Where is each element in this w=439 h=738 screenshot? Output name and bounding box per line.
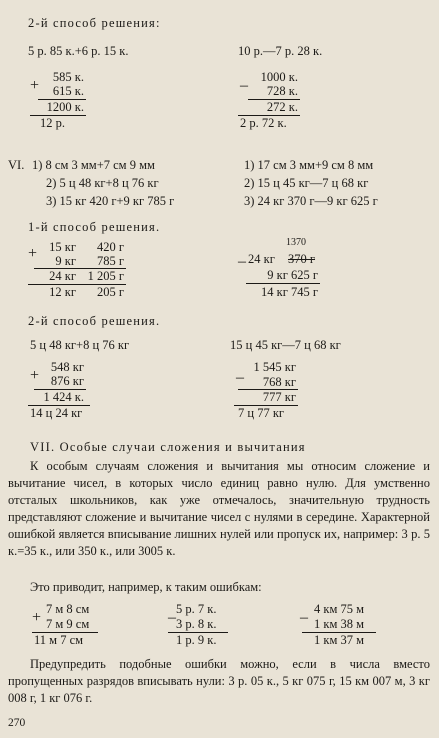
task-line: 1) 8 см 3 мм+7 см 9 мм xyxy=(32,158,155,172)
plus-sign: + xyxy=(28,245,38,262)
answer: 12 кг xyxy=(49,285,76,299)
example-title: 15 ц 45 кг—7 ц 68 кг xyxy=(230,338,341,352)
result: 1 424 к. xyxy=(43,390,84,404)
example-title: 5 р. 85 к.+6 р. 15 к. xyxy=(28,44,129,58)
operand: 4 км 75 м xyxy=(314,602,365,616)
answer: 7 ц 77 кг xyxy=(238,406,285,420)
paragraph: Это приводит, например, к таким ошибкам: xyxy=(30,580,262,594)
operand: 15 кг xyxy=(49,240,76,254)
operand: 9 кг xyxy=(55,254,76,268)
task-line: 2) 5 ц 48 кг+8 ц 76 кг xyxy=(46,176,159,190)
result: 1200 к. xyxy=(46,100,84,114)
operand: 24 кг xyxy=(248,252,275,266)
result: 272 к. xyxy=(266,100,298,114)
operand-crossed: 370 г xyxy=(288,252,316,266)
operand: 615 к. xyxy=(52,84,84,98)
operand: 7 м 9 см xyxy=(46,617,90,631)
result: 1 205 г xyxy=(87,269,124,283)
minus-sign: – xyxy=(238,253,246,270)
answer: 2 р. 72 к. xyxy=(240,116,287,130)
example-title: 5 ц 48 кг+8 ц 76 кг xyxy=(30,338,130,352)
operand: 876 кг xyxy=(50,374,84,388)
section-label: VI. xyxy=(8,158,25,172)
operand: 9 кг 625 г xyxy=(267,268,318,282)
task-line: 3) 15 кг 420 г+9 кг 785 г xyxy=(46,194,175,208)
operand: 1 545 кг xyxy=(253,360,296,374)
operand: 5 р. 7 к. xyxy=(176,602,217,616)
minus-sign: – xyxy=(236,369,244,386)
rule xyxy=(246,283,320,284)
section-heading: 2-й способ решения. xyxy=(28,314,161,328)
operand: 768 кг xyxy=(262,375,296,389)
operand: 548 кг xyxy=(50,360,84,374)
plus-sign: + xyxy=(30,77,40,94)
paragraph: Предупредить подобные ошибки можно, если в числа вместо пропущенных разрядов вписывать нули: 3 р. 05 к., 5 кг 075 г, 15 км 007 м, 3 кг 008 г, 1 кг 076 г. xyxy=(8,657,430,705)
section-heading: 2-й способ решения: xyxy=(28,16,161,30)
result: 1 км 37 м xyxy=(314,633,365,647)
operand: 785 г xyxy=(96,254,124,268)
result: 777 кг xyxy=(262,390,296,404)
result: 11 м 7 см xyxy=(34,633,84,647)
minus-sign: – xyxy=(168,609,176,626)
plus-sign: + xyxy=(30,367,40,384)
paragraph: К особым случаям сложения и вычитания мы относим сложение и вычитание чисел, в которых число единиц равно нулю. Для умственно отсталых школьников, как уже отмечалось, значительную трудность представляют сложение и вычитание чисел с нулями в середине. Характерной ошибкой является вписывание лишних нулей или пропуск их, например: 3 р. 5 к.=35 к., или 350 к., или 3005 к. xyxy=(8,459,430,558)
operand: 7 м 8 см xyxy=(46,602,90,616)
borrow-note: 1370 xyxy=(286,237,306,248)
plus-sign: + xyxy=(32,609,42,626)
result: 24 кг xyxy=(49,269,76,283)
task-line: 1) 17 см 3 мм+9 см 8 мм xyxy=(244,158,374,172)
section-heading: VII. Особые случаи сложения и вычитания xyxy=(30,440,306,454)
task-line: 2) 15 ц 45 кг—7 ц 68 кг xyxy=(244,176,369,190)
minus-sign: – xyxy=(240,77,248,94)
task-line: 3) 24 кг 370 г—9 кг 625 г xyxy=(244,194,378,208)
operand: 728 к. xyxy=(266,84,298,98)
answer: 12 р. xyxy=(40,116,65,130)
answer: 205 г xyxy=(96,285,124,299)
example-title: 10 р.—7 р. 28 к. xyxy=(238,44,323,58)
result: 1 р. 9 к. xyxy=(176,633,217,647)
answer: 14 ц 24 кг xyxy=(30,406,83,420)
operand: 585 к. xyxy=(52,70,84,84)
result: 14 кг 745 г xyxy=(261,285,318,299)
operand: 1 км 38 м xyxy=(314,617,365,631)
minus-sign: – xyxy=(300,609,308,626)
page-number: 270 xyxy=(8,717,26,729)
operand: 420 г xyxy=(96,240,124,254)
operand: 3 р. 8 к. xyxy=(176,617,217,631)
section-heading: 1-й способ решения. xyxy=(28,220,161,234)
operand: 1000 к. xyxy=(260,70,298,84)
